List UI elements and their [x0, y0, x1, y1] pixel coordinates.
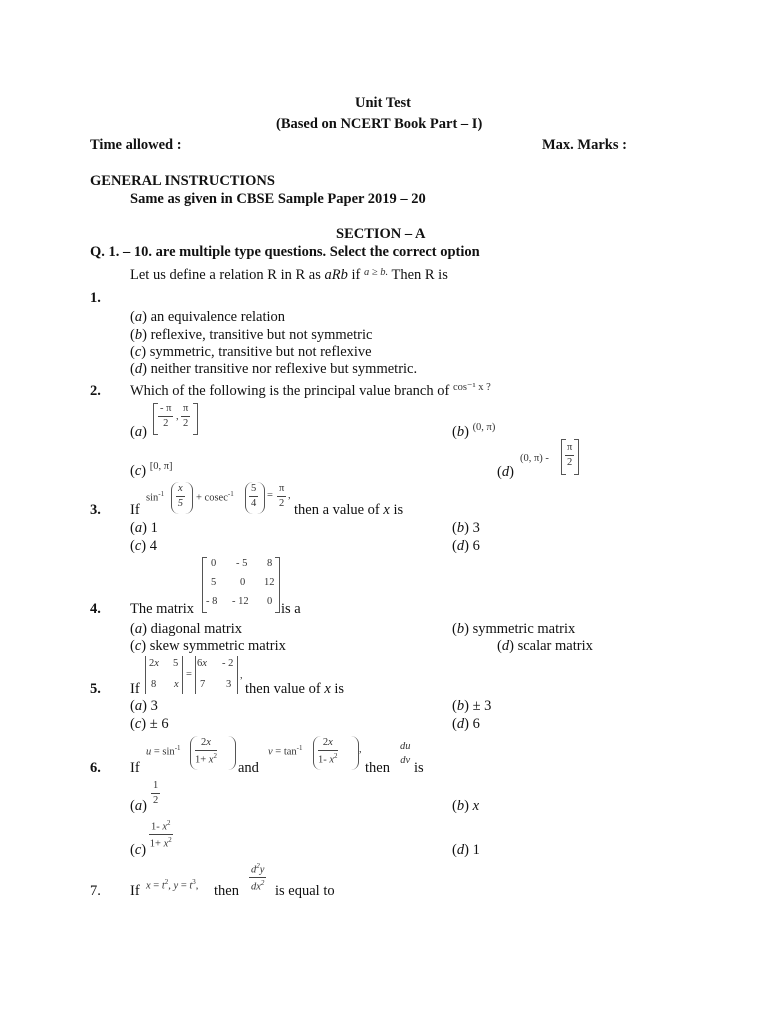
q3-option-d: (d) 6 — [452, 538, 480, 554]
q7-tail: is equal to — [275, 883, 335, 899]
q4-option-c: (c) skew symmetric matrix — [130, 638, 286, 654]
question-2-stem — [130, 384, 491, 399]
q6-and: and — [238, 760, 259, 776]
q2-a-right-bracket — [193, 403, 198, 435]
q5-option-c-text: ± 6 — [149, 716, 169, 732]
q3-comma: , — [288, 490, 291, 501]
q3-option-a: (a) 1 — [130, 520, 158, 536]
q5-equals: = — [186, 669, 192, 680]
q3-is: is — [389, 502, 404, 518]
q6-then: then — [365, 760, 390, 776]
q1-stem-c: Then R is — [388, 267, 448, 283]
q5-det2-c: 7 — [200, 679, 206, 690]
q4-stem: The matrix — [130, 601, 195, 617]
q4-option-a: (a) diagonal matrix — [130, 621, 242, 637]
q6-frac-v: $\frac{2x}{1- x^2}$ — [318, 737, 338, 765]
q4-option-c-text: skew symmetric matrix — [149, 638, 286, 654]
q4-m11: 0 — [240, 577, 246, 588]
q7-then: then — [214, 883, 239, 899]
q2-d-right-bracket — [574, 439, 579, 475]
q4-m21: - 12 — [232, 596, 249, 607]
q1-stem-a: Let us define a relation R in R as — [130, 267, 325, 283]
q3-frac-54: $\frac{5}{4}$ — [251, 483, 257, 509]
q5-tail-text: then value of — [245, 681, 325, 697]
q5-is: is — [330, 681, 345, 697]
q1-option-c: (c) symmetric, transitive but not reflexive — [130, 344, 372, 360]
q2-option-b: (b) $^{(0, \pi)}$ — [452, 422, 496, 440]
q4-tail: is a — [281, 601, 301, 617]
q3-sin-inverse: $\sin^{-1}$ — [146, 490, 165, 504]
test-title: Unit Test — [355, 95, 412, 111]
q2-a-frac-1: $\frac{- \pi}{2}$ — [160, 403, 172, 429]
q5-option-c: (c) ± 6 — [130, 716, 169, 732]
q6-frac-u: $\frac{2x}{1+ x^2}$ — [195, 737, 217, 765]
q4-option-d-text: scalar matrix — [517, 638, 593, 654]
question-1-number: 1. — [90, 290, 101, 306]
q4-m02: 8 — [267, 558, 273, 569]
q4-option-d: (d) scalar matrix — [497, 638, 593, 654]
q3-tail-text: then a value of — [294, 502, 384, 518]
q4-m12: 12 — [264, 577, 275, 588]
time-allowed: Time allowed : — [90, 137, 182, 153]
q2-function: cos⁻¹ x ? — [452, 382, 491, 393]
q3-option-b-text: 3 — [472, 520, 480, 536]
q5-det2-b: - 2 — [222, 658, 234, 669]
q5-option-d-text: 6 — [472, 716, 480, 732]
question-7-number: 7. — [90, 883, 101, 899]
q6-v-def: $v = \tan^{-1}$ — [268, 744, 303, 758]
q1-option-b: (b) reflexive, transitive but not symmetric — [130, 327, 373, 343]
q1-option-c-text: symmetric, transitive but not reflexive — [149, 344, 372, 360]
q5-det1-b: 5 — [173, 658, 179, 669]
test-subtitle: (Based on NCERT Book Part – I) — [276, 116, 483, 132]
q5-det1-d: x — [174, 679, 179, 690]
q6-if: If — [130, 760, 140, 776]
q1-relation: aRb — [324, 267, 348, 283]
q5-if: If — [130, 681, 140, 697]
q5-det1-left-bar — [145, 656, 146, 694]
q3-option-c-text: 4 — [149, 538, 157, 554]
q3-option-c: (c) 4 — [130, 538, 157, 554]
q3-equals: = — [267, 490, 273, 501]
q4-m20: - 8 — [206, 596, 218, 607]
q3-cosec-inverse: + cosec$^{-1}$ — [196, 490, 234, 504]
q6-is: is — [414, 760, 424, 776]
question-5-number: 5. — [90, 681, 101, 697]
q5-det2-left-bar — [195, 656, 196, 694]
q5-option-b: (b) ± 3 — [452, 698, 492, 714]
q6-option-b-text: x — [472, 798, 479, 814]
max-marks: Max. Marks : — [542, 137, 627, 153]
q2-option-b-value: (0, π) — [472, 422, 496, 433]
instructions-heading: GENERAL INSTRUCTIONS — [90, 173, 275, 189]
q5-det2-right-bar — [237, 656, 238, 694]
q4-option-b: (b) symmetric matrix — [452, 621, 576, 637]
q5-tail — [245, 682, 344, 697]
q6-u-def: $u = \sin^{-1}$ — [146, 744, 181, 758]
instructions-text: Same as given in CBSE Sample Paper 2019 – 20 — [130, 191, 426, 207]
q6-frac-dudv: du dv — [400, 741, 411, 766]
q3-frac-pi2: $\frac{\pi}{2}$ — [279, 483, 285, 509]
q2-option-c-value: [0, π] — [149, 461, 173, 472]
q1-option-d: (d) neither transitive nor reflexive but symmetric. — [130, 361, 418, 377]
question-3-number: 3. — [90, 502, 101, 518]
q4-m01: - 5 — [236, 558, 248, 569]
q5-det1-a: 2x — [149, 658, 159, 669]
q5-option-d: (d) 6 — [452, 716, 480, 732]
section-intro: Q. 1. – 10. are multiple type questions. Select the correct option — [90, 244, 480, 260]
q5-option-a-text: 3 — [150, 698, 158, 714]
q1-option-b-text: reflexive, transitive but not symmetric — [150, 327, 373, 343]
q2-a-comma: , — [176, 411, 179, 422]
q6-option-b: (b) x — [452, 798, 479, 814]
q6-option-a-frac: $\frac{1}{2}$ — [153, 780, 159, 806]
question-4-number: 4. — [90, 601, 101, 617]
q4-m22: 0 — [267, 596, 273, 607]
q2-option-a-label: (a) — [130, 424, 147, 440]
q6-option-c-label: (c) — [130, 842, 147, 858]
q6-option-a-label: (a) — [130, 798, 147, 814]
q2-stem-text: Which of the following is the principal value branch of — [130, 383, 453, 399]
q1-option-d-text: neither transitive nor reflexive but symmetric. — [150, 361, 418, 377]
q2-d-frac: $\frac{\pi}{2}$ — [567, 442, 573, 468]
q4-matrix-right-bracket — [275, 557, 280, 613]
q5-option-b-text: ± 3 — [472, 698, 492, 714]
q4-option-b-text: symmetric matrix — [472, 621, 576, 637]
q3-option-b: (b) 3 — [452, 520, 480, 536]
q3-option-a-text: 1 — [150, 520, 158, 536]
q5-det2-a: 6x — [197, 658, 207, 669]
q2-option-d-label: (d) — [497, 464, 514, 480]
q4-m00: 0 — [211, 558, 217, 569]
q7-frac-d2ydx2: $\frac{d^2y}{dx^2}$ — [251, 862, 265, 893]
q1-condition: a ≥ b. — [363, 267, 389, 278]
q2-option-c: (c) [0, π] — [130, 461, 173, 479]
q5-det2-d: 3 — [226, 679, 232, 690]
q1-stem-b: if — [347, 267, 364, 283]
q3-frac-x5: $\frac{x}{5}$ — [177, 483, 183, 509]
q2-option-d-value: (0, π) - — [520, 453, 549, 464]
q6-comma: , — [359, 744, 362, 755]
q5-comma: , — [240, 670, 243, 681]
q7-xy-def: $x = t^2$, $y = t^3$, — [146, 878, 199, 892]
q3-variable: x — [383, 502, 390, 518]
q7-if: If — [130, 883, 140, 899]
section-title: SECTION – A — [336, 226, 426, 242]
q6-option-c-frac: $\frac{1- x^2}{1+ x^2}$ — [149, 819, 172, 850]
q3-tail — [294, 503, 403, 518]
q5-option-a: (a) 3 — [130, 698, 158, 714]
question-2-number: 2. — [90, 383, 101, 399]
question-1-stem — [130, 268, 448, 283]
question-6-number: 6. — [90, 760, 101, 776]
q1-option-a-text: an equivalence relation — [150, 309, 286, 325]
q3-option-d-text: 6 — [472, 538, 480, 554]
q2-a-frac-2: $\frac{\pi}{2}$ — [183, 403, 189, 429]
q6-option-d: (d) 1 — [452, 842, 480, 858]
q4-m10: 5 — [211, 577, 217, 588]
q6-option-d-text: 1 — [472, 842, 480, 858]
q4-option-a-text: diagonal matrix — [150, 621, 242, 637]
q1-option-a: (a) an equivalence relation — [130, 309, 286, 325]
q3-if: If — [130, 502, 140, 518]
q5-det1-c: 8 — [151, 679, 157, 690]
q5-variable: x — [324, 681, 331, 697]
q5-det1-right-bar — [182, 656, 183, 694]
